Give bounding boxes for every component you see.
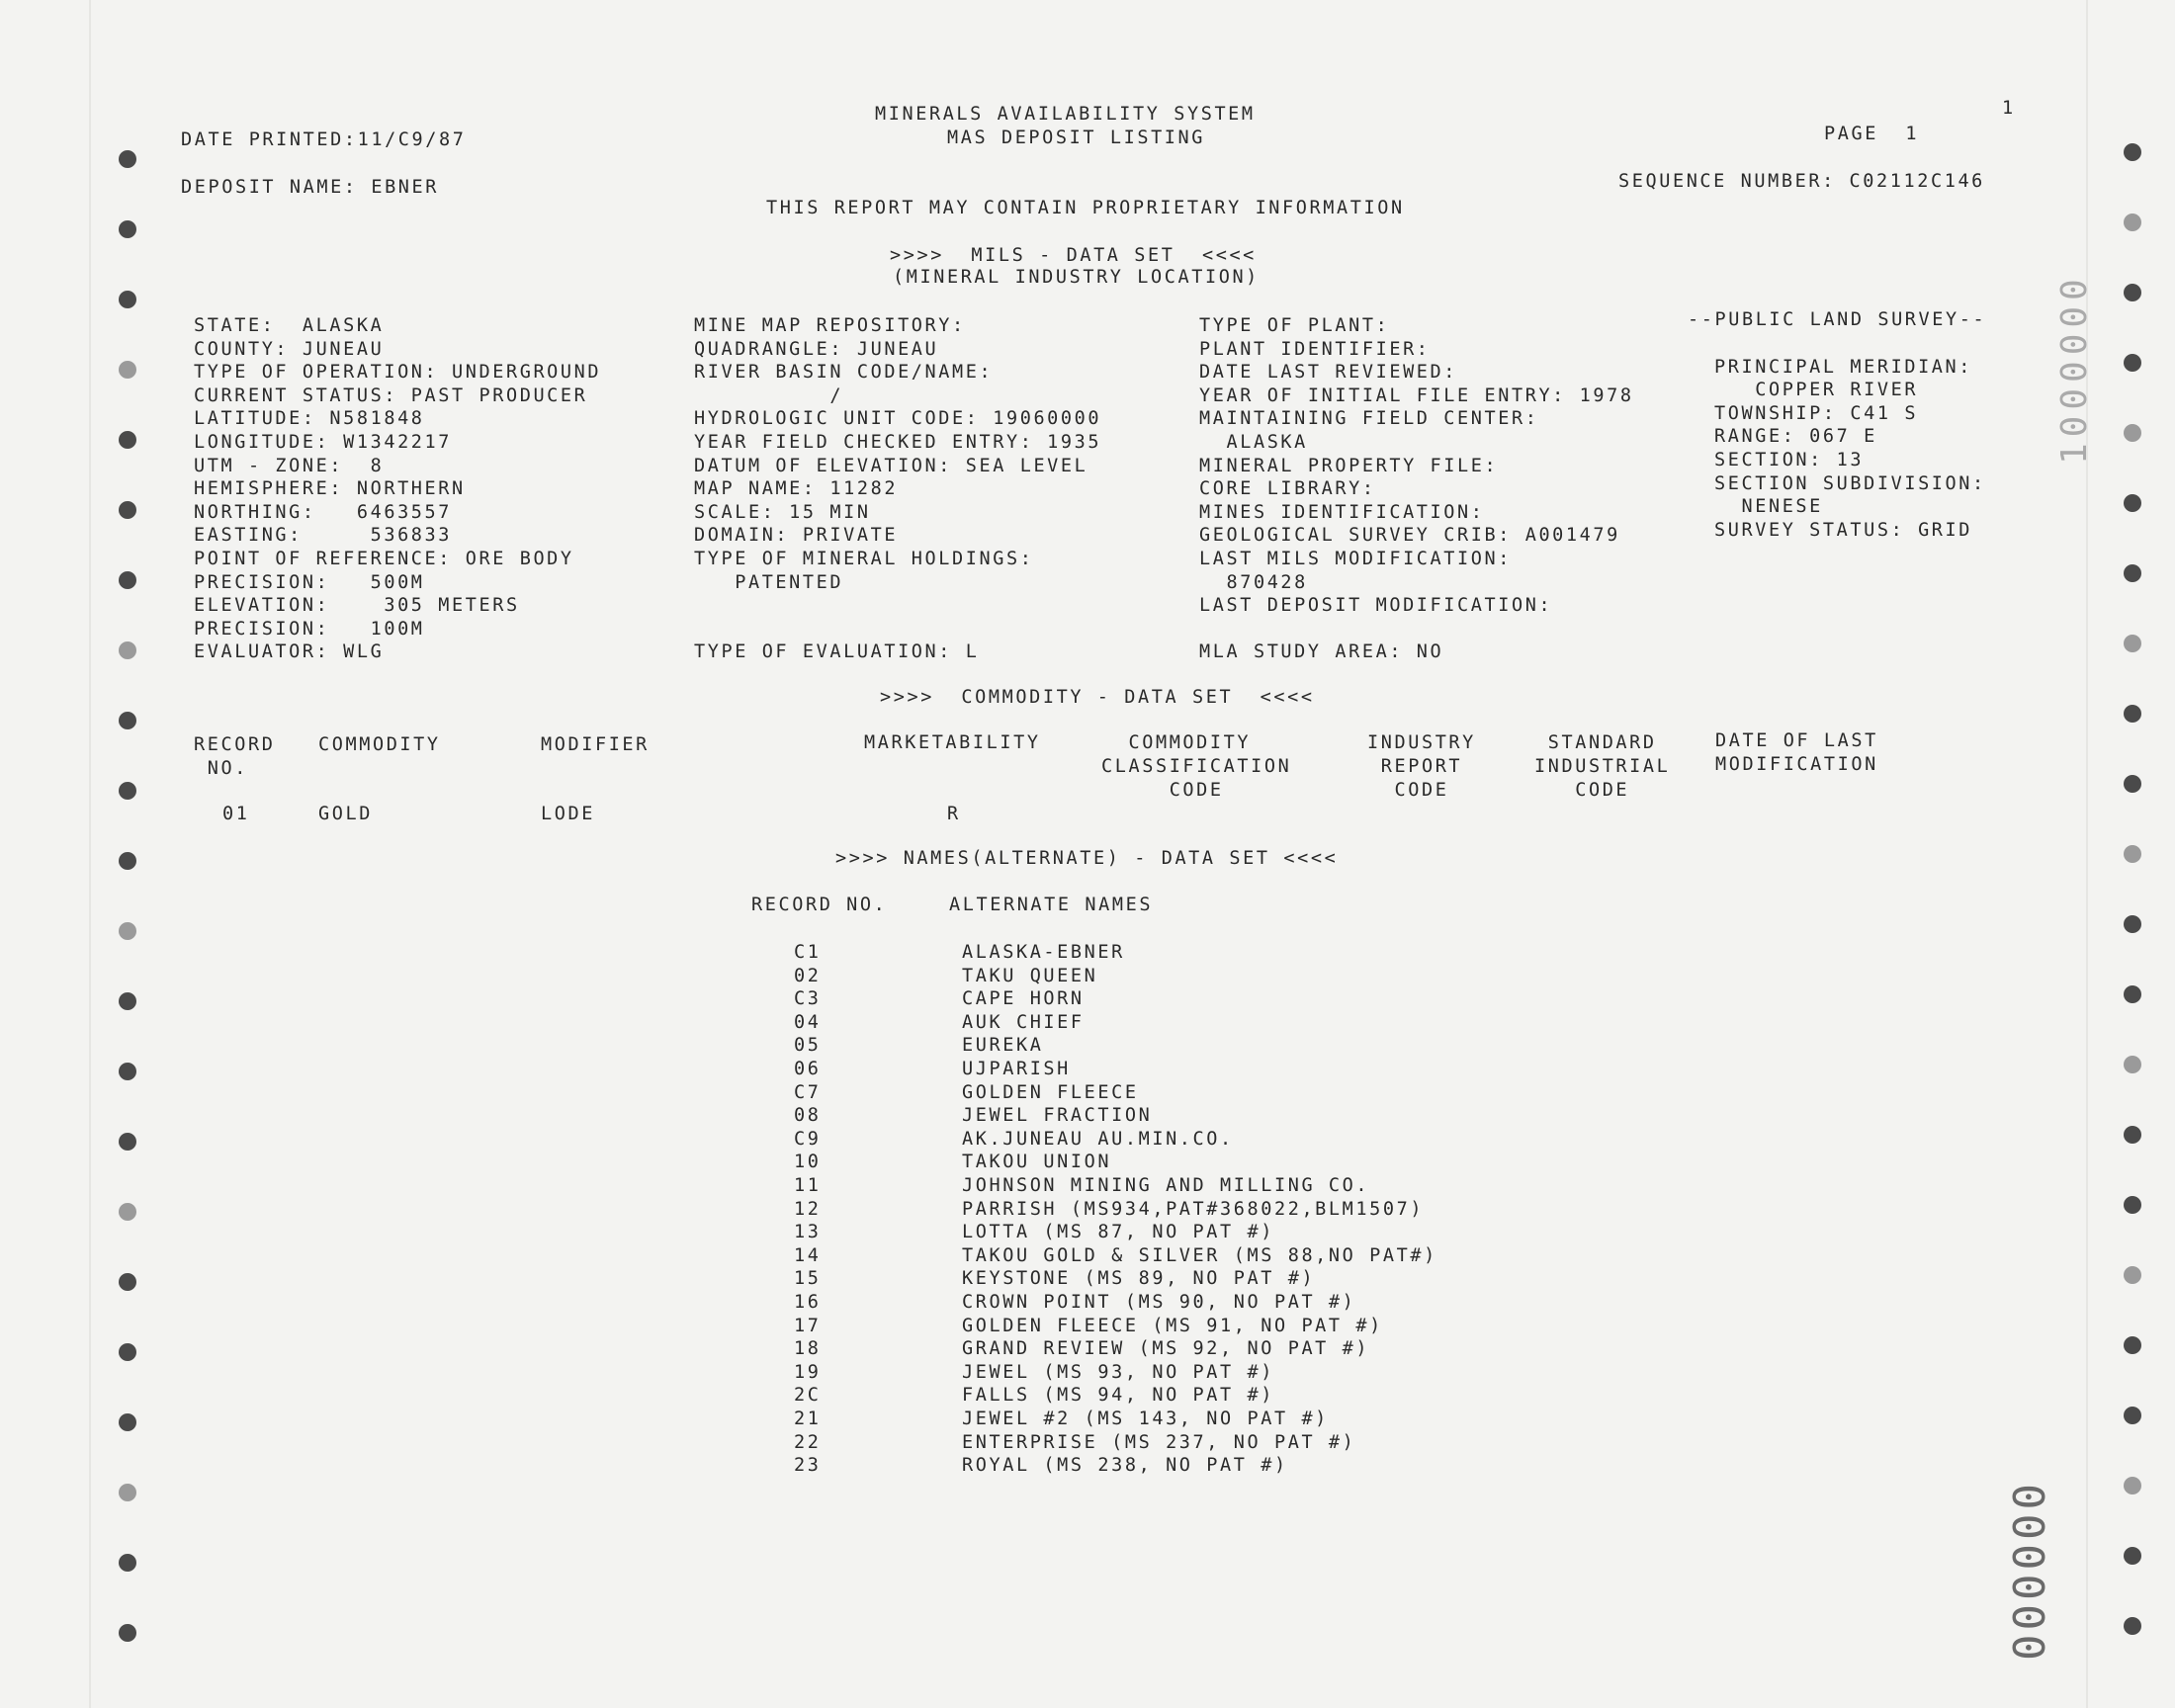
alternate-name: UJPARISH	[962, 1059, 1071, 1079]
alternate-name-record-no: 17	[794, 1315, 822, 1336]
alternate-name: CROWN POINT (MS 90, NO PAT #)	[962, 1292, 1356, 1313]
names-heading: >>>> NAMES(ALTERNATE) - DATA SET <<<<	[835, 848, 1339, 869]
mils-col1-field: POINT OF REFERENCE: ORE BODY	[194, 549, 574, 569]
tractor-hole	[2124, 915, 2141, 933]
alternate-name: JEWEL #2 (MS 143, NO PAT #)	[962, 1409, 1329, 1429]
alternate-name-record-no: 2C	[794, 1385, 822, 1407]
alternate-name-record-no: 19	[794, 1361, 822, 1383]
alternate-name-record-no: 04	[794, 1011, 822, 1033]
alternate-name-record-no: 14	[794, 1244, 822, 1266]
mils-col3-field: CORE LIBRARY:	[1199, 478, 1376, 500]
mils-col2-field: HYDROLOGIC UNIT CODE: 19060000	[694, 408, 1102, 430]
tractor-hole	[119, 150, 136, 168]
tractor-hole	[119, 922, 136, 940]
mils-col1-field: PRECISION: 100M	[194, 618, 425, 640]
tractor-hole	[119, 361, 136, 379]
mils-col1-field: COUNTY: JUNEAU	[194, 338, 385, 360]
alternate-name-record-no: 15	[794, 1268, 822, 1290]
alternate-name-record-no: 02	[794, 965, 822, 986]
tractor-hole	[2124, 1617, 2141, 1635]
tractor-hole	[2124, 1126, 2141, 1144]
mils-col4-field: COPPER RIVER	[1714, 380, 1919, 401]
mils-col2-field: PATENTED	[694, 571, 844, 593]
mils-col4-field: PRINCIPAL MERIDIAN:	[1714, 356, 1973, 378]
mils-col3-field: 870428	[1199, 571, 1308, 593]
date-printed: DATE PRINTED:11/C9/87	[181, 129, 467, 150]
tractor-hole	[119, 782, 136, 800]
mils-col2-field: TYPE OF MINERAL HOLDINGS:	[694, 549, 1034, 569]
deposit-name: DEPOSIT NAME: EBNER	[181, 177, 440, 198]
tractor-hole	[119, 712, 136, 729]
tractor-hole	[2124, 1266, 2141, 1284]
tractor-hole	[119, 431, 136, 449]
alternate-name-record-no: 22	[794, 1431, 822, 1453]
alternate-name-record-no: C3	[794, 988, 822, 1010]
mils-col2-field: TYPE OF EVALUATION: L	[694, 641, 980, 663]
mils-col2-field: RIVER BASIN CODE/NAME:	[694, 362, 994, 384]
commodity-header-sic: STANDARD INDUSTRIAL CODE	[1534, 732, 1671, 801]
alternate-name-record-no: 13	[794, 1222, 822, 1243]
alternate-name: TAKU QUEEN	[962, 965, 1098, 986]
tractor-hole	[119, 1063, 136, 1080]
mils-col3-field: MLA STUDY AREA: NO	[1199, 641, 1444, 663]
alternate-name: PARRISH (MS934,PAT#368022,BLM1507)	[962, 1198, 1425, 1220]
commodity-header-commodity: COMMODITY	[318, 734, 441, 755]
alternate-name-record-no: C9	[794, 1128, 822, 1150]
commodity-header-industry: INDUSTRY REPORT CODE	[1367, 732, 1476, 801]
commodity-header-marketability: MARKETABILITY	[864, 732, 1041, 753]
mils-col3-field: MINES IDENTIFICATION:	[1199, 501, 1485, 523]
commodity-header-modifier: MODIFIER	[541, 734, 650, 755]
tractor-hole	[2124, 1477, 2141, 1494]
page-number-corner: 1	[2002, 98, 2016, 119]
alternate-name-record-no: 21	[794, 1409, 822, 1429]
tractor-hole	[2124, 494, 2141, 512]
commodity-header-record: RECORD NO.	[194, 734, 276, 779]
tractor-strip-right	[2086, 0, 2088, 1708]
mils-col4-field: SECTION: 13	[1714, 450, 1865, 470]
commodity-heading: >>>> COMMODITY - DATA SET <<<<	[880, 687, 1315, 708]
tractor-hole	[119, 1484, 136, 1501]
page-label: PAGE 1	[1824, 124, 1920, 144]
mils-col1-field: NORTHING: 6463557	[194, 501, 453, 523]
mils-col2-field: YEAR FIELD CHECKED ENTRY: 1935	[694, 432, 1102, 453]
alternate-name: TAKOU GOLD & SILVER (MS 88,NO PAT#)	[962, 1244, 1437, 1266]
tractor-hole	[119, 1624, 136, 1642]
alternate-name-record-no: 10	[794, 1152, 822, 1173]
mils-col2-field: /	[694, 384, 844, 406]
alternate-name: EUREKA	[962, 1035, 1044, 1057]
alternate-name: CAPE HORN	[962, 988, 1085, 1010]
alternate-name: AK.JUNEAU AU.MIN.CO.	[962, 1128, 1234, 1150]
tractor-hole	[2124, 1196, 2141, 1214]
commodity-row-marketability: R	[947, 804, 961, 824]
alternate-name-record-no: 05	[794, 1035, 822, 1057]
mils-col2-field: DATUM OF ELEVATION: SEA LEVEL	[694, 455, 1088, 476]
alternate-name: JEWEL (MS 93, NO PAT #)	[962, 1361, 1274, 1383]
tractor-hole	[2124, 635, 2141, 652]
tractor-hole	[119, 571, 136, 589]
alternate-name-record-no: 11	[794, 1175, 822, 1196]
tractor-hole	[2124, 1056, 2141, 1073]
mils-col2-field: SCALE: 15 MIN	[694, 501, 871, 523]
alternate-name: ENTERPRISE (MS 237, NO PAT #)	[962, 1431, 1356, 1453]
system-title: MINERALS AVAILABILITY SYSTEM	[875, 104, 1256, 125]
alternate-name: JOHNSON MINING AND MILLING CO.	[962, 1175, 1370, 1196]
mils-col1-field: CURRENT STATUS: PAST PRODUCER	[194, 384, 588, 406]
mils-col3-field: TYPE OF PLANT:	[1199, 315, 1390, 336]
tractor-hole	[2124, 354, 2141, 372]
mils-col3-field: LAST DEPOSIT MODIFICATION:	[1199, 595, 1553, 617]
mils-col3-field: LAST MILS MODIFICATION:	[1199, 549, 1512, 569]
mils-col4-field: SURVEY STATUS: GRID	[1714, 519, 1973, 541]
sequence-number: SEQUENCE NUMBER: C02112C146	[1618, 171, 1985, 192]
alternate-name: GOLDEN FLEECE	[962, 1081, 1139, 1103]
mils-col3-field: DATE LAST REVIEWED:	[1199, 362, 1458, 384]
mils-col1-field: ELEVATION: 305 METERS	[194, 595, 520, 617]
mils-col1-field: LONGITUDE: W1342217	[194, 432, 453, 453]
alternate-name: GRAND REVIEW (MS 92, NO PAT #)	[962, 1338, 1370, 1360]
alternate-name: KEYSTONE (MS 89, NO PAT #)	[962, 1268, 1316, 1290]
mils-col3-field: GEOLOGICAL SURVEY CRIB: A001479	[1199, 525, 1620, 547]
alternate-name-record-no: 06	[794, 1059, 822, 1079]
mils-col3-field: PLANT IDENTIFIER:	[1199, 338, 1431, 360]
tractor-strip-left	[89, 0, 91, 1708]
alternate-name: AUK CHIEF	[962, 1011, 1085, 1033]
tractor-hole	[2124, 1407, 2141, 1424]
alternate-name-record-no: 08	[794, 1105, 822, 1127]
tractor-hole	[119, 1273, 136, 1291]
mils-col2-field: MAP NAME: 11282	[694, 478, 899, 500]
tractor-hole	[119, 641, 136, 659]
tractor-hole	[2124, 424, 2141, 442]
tractor-hole	[2124, 143, 2141, 161]
mils-col4-field: NENESE	[1714, 496, 1823, 518]
margin-stamp-bottom: 000000	[2005, 1480, 2055, 1661]
alternate-name: TAKOU UNION	[962, 1152, 1112, 1173]
mils-col1-field: HEMISPHERE: NORTHERN	[194, 478, 466, 500]
tractor-hole	[2124, 845, 2141, 863]
public-land-survey-heading: --PUBLIC LAND SURVEY--	[1688, 309, 1987, 330]
tractor-hole	[2124, 1336, 2141, 1354]
tractor-hole	[119, 501, 136, 519]
tractor-hole	[119, 992, 136, 1010]
mils-col2-field: QUADRANGLE: JUNEAU	[694, 338, 939, 360]
listing-title: MAS DEPOSIT LISTING	[947, 128, 1206, 148]
mils-col4-field: RANGE: 067 E	[1714, 426, 1877, 448]
alternate-name-record-no: 12	[794, 1198, 822, 1220]
tractor-hole	[2124, 775, 2141, 793]
alternate-name: ALASKA-EBNER	[962, 942, 1125, 963]
alternate-name: LOTTA (MS 87, NO PAT #)	[962, 1222, 1274, 1243]
alternate-name: FALLS (MS 94, NO PAT #)	[962, 1385, 1274, 1407]
tractor-hole	[2124, 985, 2141, 1003]
tractor-hole	[2124, 214, 2141, 231]
names-header-record: RECORD NO.	[751, 895, 888, 915]
tractor-hole	[119, 1203, 136, 1221]
mils-col1-field: EVALUATOR: WLG	[194, 641, 385, 663]
mils-col4-field: SECTION SUBDIVISION:	[1714, 472, 1986, 494]
tractor-hole	[119, 220, 136, 238]
mils-subheading: (MINERAL INDUSTRY LOCATION)	[893, 267, 1260, 288]
tractor-hole	[2124, 564, 2141, 582]
alternate-name: JEWEL FRACTION	[962, 1105, 1153, 1127]
tractor-hole	[2124, 284, 2141, 301]
mils-col2-field: MINE MAP REPOSITORY:	[694, 315, 966, 336]
tractor-hole	[2124, 705, 2141, 723]
tractor-hole	[119, 852, 136, 870]
alternate-name-record-no: 16	[794, 1292, 822, 1313]
alternate-name: GOLDEN FLEECE (MS 91, NO PAT #)	[962, 1315, 1383, 1336]
mils-col1-field: TYPE OF OPERATION: UNDERGROUND	[194, 362, 602, 384]
mils-col1-field: LATITUDE: N581848	[194, 408, 425, 430]
commodity-row-commodity: GOLD	[318, 804, 373, 824]
tractor-hole	[2124, 1547, 2141, 1565]
mils-col1-field: PRECISION: 500M	[194, 571, 425, 593]
commodity-row-record: 01	[222, 804, 250, 824]
mils-col3-field: MAINTAINING FIELD CENTER:	[1199, 408, 1539, 430]
commodity-header-date: DATE OF LAST MODIFICATION	[1715, 730, 1878, 775]
alternate-name-record-no: 23	[794, 1455, 822, 1477]
commodity-header-classification: COMMODITY CLASSIFICATION CODE	[1101, 732, 1292, 801]
mils-col1-field: STATE: ALASKA	[194, 315, 385, 336]
proprietary-notice: THIS REPORT MAY CONTAIN PROPRIETARY INFORMATION	[766, 198, 1405, 218]
alternate-name-record-no: 18	[794, 1338, 822, 1360]
tractor-hole	[119, 291, 136, 308]
margin-stamp-top: 1000000	[2054, 273, 2095, 465]
tractor-hole	[119, 1554, 136, 1572]
alternate-name-record-no: C7	[794, 1081, 822, 1103]
alternate-name-record-no: C1	[794, 942, 822, 963]
mils-heading: >>>> MILS - DATA SET <<<<	[890, 245, 1257, 266]
commodity-row-modifier: LODE	[541, 804, 595, 824]
mils-col1-field: EASTING: 536833	[194, 525, 453, 547]
mils-col3-field: MINERAL PROPERTY FILE:	[1199, 455, 1499, 476]
mils-col3-field: ALASKA	[1199, 432, 1308, 453]
names-header-names: ALTERNATE NAMES	[949, 895, 1154, 915]
alternate-name: ROYAL (MS 238, NO PAT #)	[962, 1455, 1288, 1477]
tractor-hole	[119, 1413, 136, 1431]
mils-col2-field: DOMAIN: PRIVATE	[694, 525, 899, 547]
mils-col1-field: UTM - ZONE: 8	[194, 455, 385, 476]
tractor-hole	[119, 1133, 136, 1151]
tractor-hole	[119, 1343, 136, 1361]
mils-col3-field: YEAR OF INITIAL FILE ENTRY: 1978	[1199, 384, 1634, 406]
mils-col4-field: TOWNSHIP: C41 S	[1714, 402, 1919, 424]
